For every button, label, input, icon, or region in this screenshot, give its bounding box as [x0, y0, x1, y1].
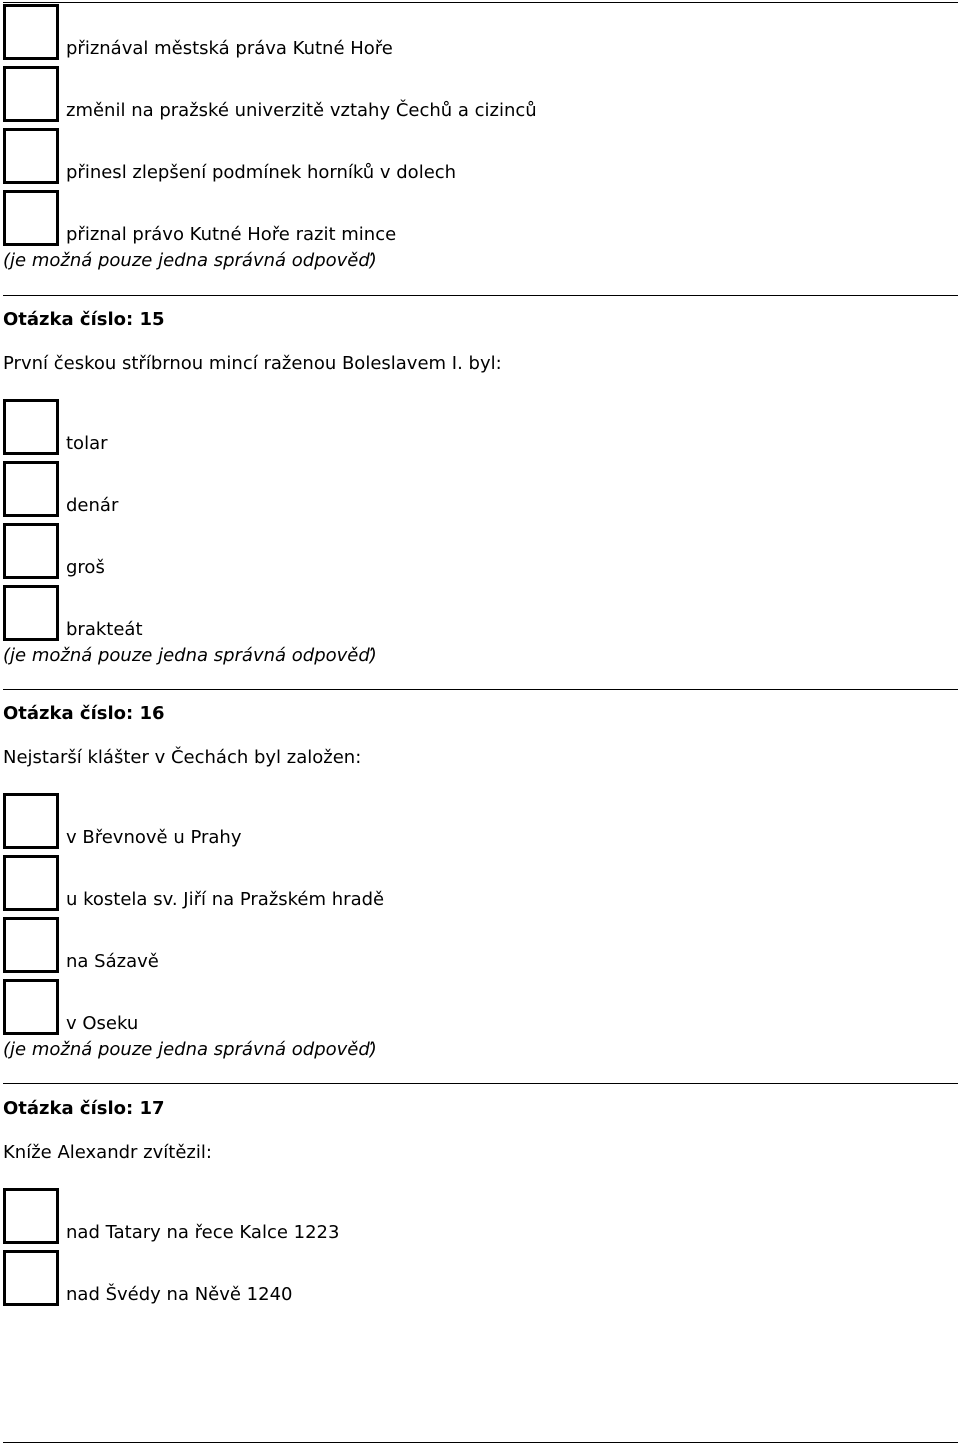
question-text: Nejstarší klášter v Čechách byl založen:	[3, 747, 362, 768]
answer-label: přiznal právo Kutné Hoře razit mince	[66, 224, 397, 245]
question-divider	[3, 689, 958, 690]
question-title: Otázka číslo: 16	[3, 703, 165, 724]
answer-label: tolar	[66, 433, 108, 454]
answer-option[interactable]	[3, 190, 903, 246]
question-text: První českou stříbrnou mincí raženou Boleslavem I. byl:	[3, 353, 502, 374]
answer-option[interactable]	[3, 461, 903, 517]
answer-option[interactable]	[3, 585, 903, 641]
answer-option[interactable]	[3, 1250, 903, 1306]
answer-option[interactable]	[3, 4, 903, 60]
question-title: Otázka číslo: 15	[3, 309, 165, 330]
question-divider	[3, 295, 958, 296]
answer-option[interactable]	[3, 917, 903, 973]
answer-label: denár	[66, 495, 119, 516]
answer-option[interactable]	[3, 399, 903, 455]
answer-checkbox[interactable]	[3, 1250, 59, 1306]
answer-label: v Břevnově u Prahy	[66, 827, 242, 848]
answer-label: nad Švédy na Něvě 1240	[66, 1284, 293, 1305]
answer-label: na Sázavě	[66, 951, 159, 972]
single-answer-note: (je možná pouze jedna správná odpověď)	[3, 1039, 377, 1060]
answer-label: přiznával městská práva Kutné Hoře	[66, 38, 393, 59]
answer-checkbox[interactable]	[3, 793, 59, 849]
answer-option[interactable]	[3, 523, 903, 579]
question-divider	[3, 1083, 958, 1084]
answer-option[interactable]	[3, 128, 903, 184]
answer-checkbox[interactable]	[3, 461, 59, 517]
answer-checkbox[interactable]	[3, 128, 59, 184]
answer-checkbox[interactable]	[3, 190, 59, 246]
answer-checkbox[interactable]	[3, 66, 59, 122]
answer-checkbox[interactable]	[3, 855, 59, 911]
answer-option[interactable]	[3, 855, 903, 911]
question-title: Otázka číslo: 17	[3, 1098, 165, 1119]
answer-checkbox[interactable]	[3, 399, 59, 455]
bottom-divider	[3, 1442, 958, 1443]
answer-checkbox[interactable]	[3, 979, 59, 1035]
answer-option[interactable]	[3, 66, 903, 122]
answer-checkbox[interactable]	[3, 585, 59, 641]
top-divider	[3, 2, 958, 3]
answer-label: nad Tatary na řece Kalce 1223	[66, 1222, 340, 1243]
answer-label: brakteát	[66, 619, 143, 640]
answer-label: přinesl zlepšení podmínek horníků v dolech	[66, 162, 457, 183]
answer-label: v Oseku	[66, 1013, 139, 1034]
answer-label: změnil na pražské univerzitě vztahy Čechů a cizinců	[66, 100, 537, 121]
single-answer-note: (je možná pouze jedna správná odpověď)	[3, 645, 377, 666]
answer-checkbox[interactable]	[3, 523, 59, 579]
answer-option[interactable]	[3, 793, 903, 849]
single-answer-note: (je možná pouze jedna správná odpověď)	[3, 250, 377, 271]
answer-label: groš	[66, 557, 105, 578]
question-text: Kníže Alexandr zvítězil:	[3, 1142, 212, 1163]
answer-checkbox[interactable]	[3, 917, 59, 973]
answer-checkbox[interactable]	[3, 4, 59, 60]
answer-checkbox[interactable]	[3, 1188, 59, 1244]
answer-label: u kostela sv. Jiří na Pražském hradě	[66, 889, 385, 910]
answer-option[interactable]	[3, 1188, 903, 1244]
answer-option[interactable]	[3, 979, 903, 1035]
